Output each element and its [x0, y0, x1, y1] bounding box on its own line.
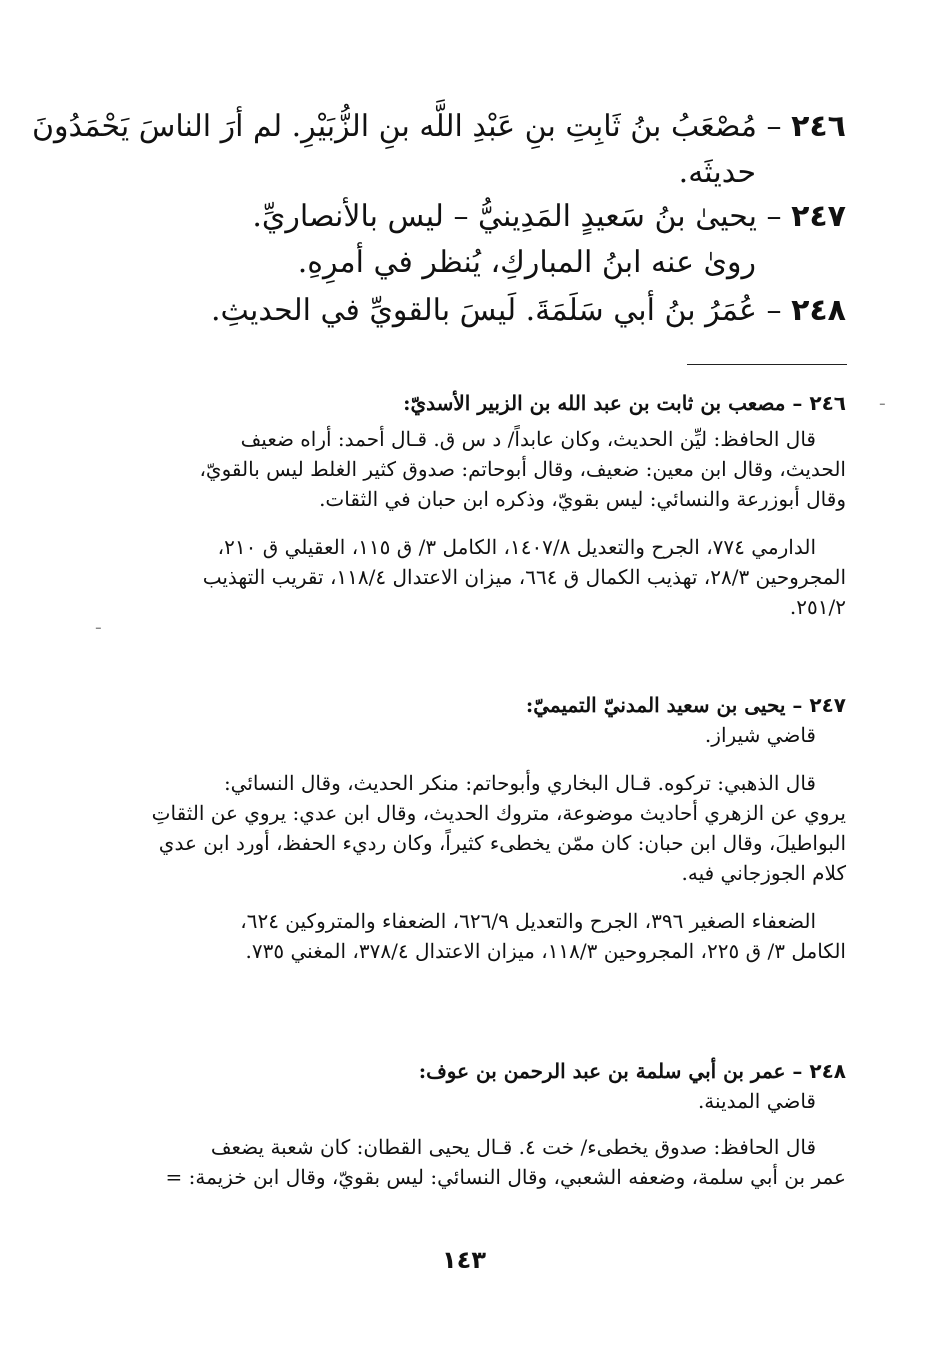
reference-line: ٢٥١/٢.	[789, 595, 846, 619]
entry-dash: –	[766, 293, 782, 328]
note-line: يروي عن الزهري أحاديث موضوعة، متروك الحديث، وقال ابن عدي: يروي عن الثقاتِ	[151, 801, 846, 825]
reference-line: المجروحين ٢٨/٣، تهذيب الكمال ق ٦٦٤، ميزان الاعتدال ١١٨/٤، تقريب التهذيب	[202, 565, 846, 589]
note-references	[146, 532, 846, 622]
note-references	[146, 906, 846, 966]
note-title: – مصعب بن ثابت بن عبد الله بن الزبير الأسديّ:	[403, 391, 803, 415]
entry-247	[126, 194, 846, 286]
note-heading	[146, 388, 846, 418]
note-subtitle: قاضي المدينة.	[697, 1089, 816, 1113]
margin-mark-left: ـ	[96, 614, 101, 633]
entry-dash: –	[766, 109, 782, 144]
reference-line: الكامل ٣/ ق ٢٢٥، المجروحين ١١٨/٣، ميزان الاعتدال ٣٧٨/٤، المغني ٧٣٥.	[245, 939, 846, 963]
note-line: قال الذهبي: تركوه. قـال البخاري وأبوحاتم: منكر الحديث، وقال النسائي:	[223, 771, 816, 795]
entry-text: مُصْعَبُ بنُ ثَابِتِ بنِ عَبْدِ اللَّه بنِ الزُّبَيْرِ. لم أرَ الناسَ يَحْمَدُونَ	[31, 109, 757, 144]
margin-mark-right: ـ	[880, 390, 885, 409]
entry-247-line-2	[126, 240, 846, 286]
entry-text: روىٰ عنه ابنُ المباركِ، يُنظر في أمرِهِ.	[297, 245, 756, 280]
entry-number: ٢٤٦	[791, 109, 846, 144]
note-number: ٢٤٦	[809, 391, 846, 415]
entry-246-line-2	[126, 150, 846, 196]
note-248	[146, 1056, 846, 1192]
note-line: الحديث، وقال ابن معين: ضعيف، وقال أبوحاتم: صدوق كثير الغلط ليس بالقويّ،	[199, 457, 846, 481]
entry-248	[126, 288, 846, 334]
note-body	[146, 424, 846, 514]
entry-text: حديثَه.	[678, 155, 756, 190]
note-line: قال الحافظ: صدوق يخطىء/ خت ٤. قـال يحيى القطان: كان شعبة يضعف	[210, 1135, 816, 1159]
page-number: ١٤٣	[442, 1246, 486, 1274]
note-line: قال الحافظ: ليِّن الحديث، وكان عابداً/ د س ق. قـال أحمد: أراه ضعيف	[240, 427, 816, 451]
note-heading	[146, 1056, 846, 1086]
note-body	[146, 1132, 846, 1192]
entry-number: ٢٤٧	[791, 199, 846, 234]
note-line: عمر بن أبي سلمة، وضعفه الشعبي، وقال النسائي: ليس بقويّ، وقال ابن خزيمة: =	[165, 1165, 846, 1189]
note-line: وقال أبوزرعة والنسائي: ليس بقويّ، وذكره ابن حبان في الثقات.	[319, 487, 846, 511]
footnote-separator	[687, 364, 847, 365]
entry-text: عُمَرُ بنُ أبي سَلَمَةَ. لَيسَ بالقويِّ في الحديثِ.	[211, 293, 757, 328]
entry-246	[31, 104, 846, 196]
note-body	[146, 768, 846, 888]
note-line: كلام الجوزجاني فيه.	[681, 861, 846, 885]
entry-248-line-1	[126, 288, 846, 334]
note-246	[146, 388, 846, 622]
entry-246-line-1	[31, 104, 846, 150]
note-number: ٢٤٧	[809, 693, 846, 717]
entry-number: ٢٤٨	[791, 293, 846, 328]
note-title: – عمر بن أبي سلمة بن عبد الرحمن بن عوف:	[418, 1059, 803, 1083]
reference-line: الضعفاء الصغير ٣٩٦، الجرح والتعديل ٦٢٦/٩، الضعفاء والمتروكين ٦٢٤،	[240, 909, 816, 933]
note-subtitle: قاضي شيراز.	[704, 723, 816, 747]
note-heading	[146, 690, 846, 720]
reference-line: الدارمي ٧٧٤، الجرح والتعديل ١٤٠٧/٨، الكامل ٣/ ق ١١٥، العقيلي ق ٢١٠،	[217, 535, 816, 559]
note-247	[146, 690, 846, 966]
entry-dash: –	[766, 199, 782, 234]
entry-247-line-1	[126, 194, 846, 240]
entry-text: يحيىٰ بنُ سَعيدٍ المَدِينيُّ – ليس بالأنصاريِّ.	[252, 199, 757, 234]
note-line: البواطيلَ، وقال ابن حبان: كان ممّن يخطىء كثيراً، وكان رديء الحفظ، أورد ابن عدي	[158, 831, 846, 855]
note-number: ٢٤٨	[809, 1059, 846, 1083]
note-title: – يحيى بن سعيد المدنيّ التميميّ:	[525, 693, 803, 717]
